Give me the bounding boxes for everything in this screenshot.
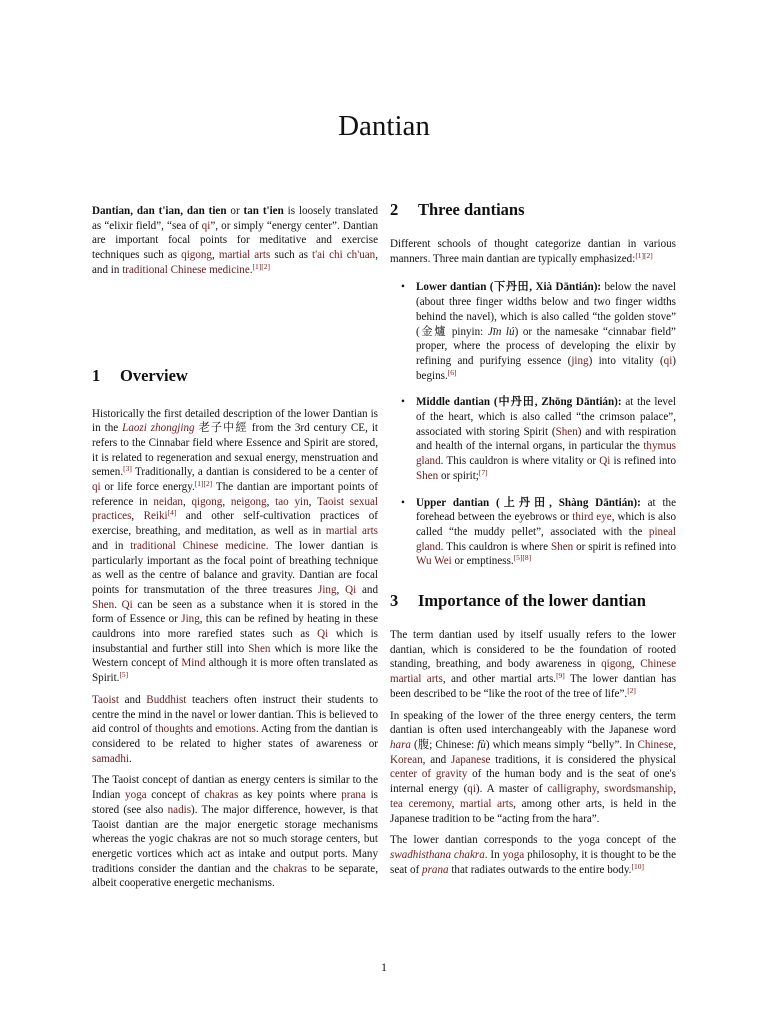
wiki-link[interactable]: jing (571, 354, 589, 367)
left-column (92, 204, 378, 891)
wiki-link[interactable]: Qi (599, 455, 611, 468)
wiki-link[interactable]: neigong (230, 495, 267, 508)
importance-paragraph: The term dantian used by itself usually refers to the lower dantian, which is considered to be the foundation of rooted standing, breathing, and body awareness in qigong, Chinese martial arts, and other martial arts.[9] The lower dantian has been described to be “like the root of the tree of life”.[2] (390, 629, 677, 700)
bold-term: Dantian, dan t'ian, dan tien (92, 205, 227, 217)
importance-paragraph: In speaking of the lower of the three energy centers, the term dantian is often used interchangeably with the Japanese word hara (腹; Chinese: fù) which means simply “belly”. In Chinese, Korean, and Japanese traditions, it is considered the physical center of gravity of the human body and is the seat of one's internal energy (qi). A master of calligraphy, swordsmanship, tea ceremony, martial arts, among other arts, is held in the Japanese tradition to be “acting from the hara”. (390, 709, 677, 825)
wiki-link[interactable]: qigong (181, 249, 212, 262)
citation-ref[interactable]: [2] (627, 685, 636, 695)
right-column (390, 200, 676, 877)
wiki-link[interactable]: Wu Wei (416, 555, 452, 568)
wiki-link[interactable]: traditional Chinese medicine (122, 263, 250, 276)
citation-ref[interactable]: [7] (478, 467, 488, 477)
wiki-link[interactable]: third eye (572, 511, 612, 524)
section-title: Three dantians (418, 200, 525, 219)
wiki-link[interactable]: Chinese (637, 738, 674, 751)
wiki-link[interactable]: calligraphy (547, 783, 597, 796)
citation-ref[interactable]: [5][8] (513, 553, 532, 563)
page-title: Dantian (338, 110, 430, 142)
wiki-link[interactable]: center of gravity (390, 768, 468, 781)
wiki-link[interactable]: qi (201, 219, 211, 232)
citation-ref[interactable]: [4] (167, 508, 177, 518)
wiki-link[interactable]: samadhi (92, 752, 129, 765)
wiki-link[interactable]: Qi (317, 628, 329, 641)
three-dantians-intro: Different schools of thought categorize dantian in various manners. Three main dantian are typically emphasized:[1][2] (390, 238, 676, 265)
wiki-link[interactable]: martial arts (460, 797, 514, 810)
section-number: 1 (92, 365, 101, 385)
wiki-link[interactable]: martial arts (218, 249, 271, 262)
page-number: 1 (381, 960, 387, 974)
wiki-link[interactable]: t'ai chi ch'uan (312, 249, 376, 262)
italic-text: Jīn lú (487, 325, 515, 338)
dantian-list (390, 280, 676, 569)
wiki-link[interactable]: Laozi zhongjing (122, 422, 195, 435)
wiki-link[interactable]: swadhisthana chakra (390, 848, 485, 861)
section-number: 3 (390, 591, 399, 611)
wiki-link[interactable]: Buddhist (146, 693, 187, 706)
wiki-link[interactable]: nadis (167, 803, 192, 816)
wiki-link[interactable]: Shen (416, 469, 439, 482)
wiki-link[interactable]: thoughts (155, 723, 194, 736)
wiki-link[interactable]: emotions (215, 723, 256, 736)
wiki-link[interactable]: yoga (502, 848, 525, 861)
wiki-link[interactable]: Shen (550, 540, 574, 553)
overview-paragraph: The Taoist concept of dantian as energy centers is similar to the Indian yoga concept of chakras as key points where prana is stored (see also nadis). The major difference, however, is that Taoist dantian are the major energetic storage mechanisms whereas the yogic chakras are not so much storage centers, but energetic vortices which act as intake and output ports. Many traditions consider the dantian and the chakras to be separate, albeit cooperative energetic mechanisms. (92, 774, 379, 890)
wiki-link[interactable]: qi (92, 481, 101, 494)
citation-ref[interactable]: [6] (447, 367, 457, 377)
wiki-link[interactable]: traditional Chinese medicine (130, 539, 266, 552)
bold-term: Upper dantian (上丹田, Shàng Dāntián): (416, 496, 641, 509)
overview-paragraph: Historically the first detailed description of the lower Dantian is in the Laozi zhongjing 老子中經 from the 3rd century CE, it refers to the Cinnabar field where Essence and Spirit are stored, it is related to regeneration and sexual energy, menstruation and semen.[3] Traditionally, a dantian is considered to be a center of qi or life force energy.[1][2] The dantian are important points of reference in neidan, qigong, neigong, tao yin, Taoist sexual practices, Reiki[4] and other self-cultivation practices of exercise, breathing, and meditation, as well as in martial arts and in traditional Chinese medicine. The lower dantian is particularly important as the focal point of breathing technique as well as the centre of balance and gravity. Dantian are focal points for transmutation of the three treasures Jing, Qi and Shen. Qi can be seen as a substance when it is stored in the form of Essence or Jing, this can be refined by heating in these cauldrons into more rarefied states such as Qi which is insubstantial and further still into Shen which is more like the Western concept of Mind although it is more often translated as Spirit.[5] (92, 407, 379, 685)
bold-term: Lower dantian (下丹田, Xià Dāntián): (416, 281, 602, 294)
wiki-link[interactable]: swordsmanship (604, 783, 674, 796)
wiki-link[interactable]: yoga (125, 789, 147, 802)
citation-ref[interactable]: [1][2] (194, 479, 213, 489)
wiki-link[interactable]: qi (663, 354, 673, 367)
list-item-upper-dantian: • Upper dantian (上丹田, Shàng Dāntián): at the forehead between the eyebrows or third eye, which is also called “the muddy pellet”, associated with the pineal gland. This cauldron is where Shen or spirit is refined into Wu Wei or emptiness.[5][8] (390, 496, 676, 570)
wiki-link[interactable]: thymus gland (416, 440, 676, 468)
wiki-link[interactable]: Korean (390, 753, 423, 766)
citation-ref[interactable]: [1][2] (635, 250, 653, 260)
wiki-link[interactable]: martial arts (325, 525, 378, 538)
overview-paragraph: Taoist and Buddhist teachers often instruct their students to centre the mind in the navel or lower dantian. This is believed to aid control of thoughts and emotions. Acting from the dantian is considered to be related to higher states of awareness or samadhi. (92, 693, 378, 765)
wiki-link[interactable]: Jing (181, 613, 200, 626)
citation-ref[interactable]: [10] (631, 861, 644, 871)
wiki-link[interactable]: pineal gland (416, 525, 676, 553)
intro-paragraph: Dantian, dan t'ian, dan tien or tan t'ien is loosely translated as “elixir field”, “sea of qi”, or simply “energy center”. Dantian are important focal points for meditative and exercise techniques such as qigong, martial arts such as t'ai chi ch'uan, and in traditional Chinese medicine.[1][2] (92, 205, 378, 276)
section-title: Overview (120, 365, 188, 385)
wiki-link[interactable]: Chinese martial arts (390, 658, 677, 686)
wiki-link[interactable]: tao yin (275, 495, 309, 508)
wiki-link[interactable]: chakras (273, 862, 307, 875)
citation-ref[interactable]: [9] (556, 671, 565, 681)
wiki-link[interactable]: chakras (204, 789, 239, 802)
wiki-link[interactable]: qigong (601, 658, 632, 671)
wiki-link[interactable]: Shen (248, 642, 271, 655)
section-number: 2 (390, 200, 399, 219)
wiki-link[interactable]: neidan (153, 495, 183, 508)
wiki-link[interactable]: prana (341, 789, 366, 802)
wiki-link[interactable]: tea ceremony (390, 797, 452, 810)
wiki-link[interactable]: qi (467, 783, 476, 796)
section-title: Importance of the lower dantian (418, 591, 646, 611)
wiki-link[interactable]: Qi (121, 598, 133, 611)
italic-text: fù (477, 738, 486, 751)
wiki-link[interactable]: Japanese (451, 753, 491, 766)
wiki-link[interactable]: Shen (555, 425, 578, 438)
citation-ref[interactable]: [3] (123, 464, 132, 474)
bold-term: Middle dantian (中丹田, Zhōng Dāntián): (416, 396, 622, 409)
section-heading-importance (390, 591, 676, 611)
wiki-link[interactable]: Taoist sexual practices (92, 495, 378, 523)
wiki-link[interactable]: hara (390, 738, 411, 751)
wiki-link[interactable]: Reiki (143, 510, 168, 523)
wiki-link[interactable]: Taoist (92, 693, 119, 706)
wiki-link[interactable]: Mind (181, 657, 206, 670)
bold-term: tan t'ien (243, 205, 284, 217)
list-item-lower-dantian: • Lower dantian (下丹田, Xià Dāntián): below the navel (about three finger widths below and two finger widths behind the navel), which is also called “the golden stove” (金爐 pinyin: Jīn lú) or the namesake “cinnabar field” proper, where the process of developing the elixir by refining and purifying essence (jing) into vitality (qi) begins.[6] (390, 280, 676, 383)
citation-ref[interactable]: [1][2] (252, 261, 271, 271)
wiki-link[interactable]: Qi (345, 583, 357, 596)
wiki-link[interactable]: Shen (92, 598, 115, 611)
wiki-link[interactable]: Jing (318, 583, 337, 596)
citation-ref[interactable]: [5] (119, 670, 129, 680)
section-heading-three-dantians (390, 200, 676, 220)
wiki-link[interactable]: prana (422, 863, 449, 876)
section-heading-overview (92, 366, 378, 386)
list-item-middle-dantian: • Middle dantian (中丹田, Zhōng Dāntián): at the level of the heart, which is also called “the crimson palace”, associated with storing Spirit (Shen) and with respiration and health of the internal organs, in particular the thymus gland. This cauldron is where vitality or Qi is refined into Shen or spirit;[7] (390, 395, 676, 483)
importance-paragraph: The lower dantian corresponds to the yoga concept of the swadhisthana chakra. In yoga philosophy, it is thought to be the seat of prana that radiates outwards to the entire body.[10] (390, 834, 677, 876)
wiki-link[interactable]: qigong (191, 495, 223, 508)
